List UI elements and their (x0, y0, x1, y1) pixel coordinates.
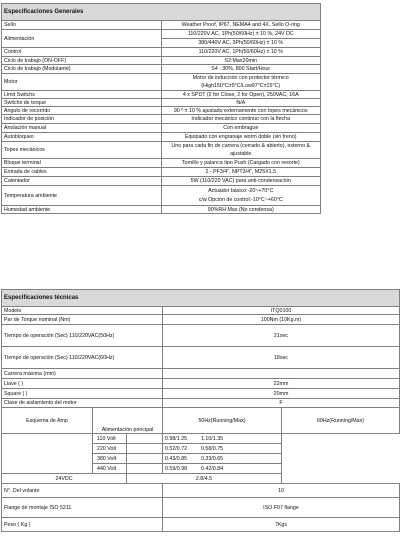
general-spec-label: Switchs de torque (2, 99, 162, 107)
general-spec-row (2, 57, 321, 65)
general-spec-value: 90%RH Max (No condensa) (161, 206, 321, 214)
op-time-60hz-value: 18sec (163, 347, 400, 369)
general-spec-row (2, 115, 321, 124)
amp-volt: 440 Volt (93, 464, 127, 474)
amp-rows (2, 434, 400, 474)
general-spec-value: 380/440V AC, 3Ph(50/60Hz) ± 10 % (161, 39, 321, 48)
general-spec-label: Calentador (2, 177, 162, 186)
general-spec-value: Weather Proof, IP67, NEMA4 and 4X, Sello O-ring (161, 21, 321, 30)
general-spec-label: Topes mecánicos (2, 142, 162, 159)
general-spec-value: S4 : 30%, 800 Start/Hour (161, 65, 321, 74)
general-spec-label: Sello (2, 21, 162, 30)
general-spec-label: Angulo de recorrido (2, 107, 162, 115)
amp-dc-value: 2.8/4.5 (127, 474, 282, 484)
general-spec-row (2, 124, 321, 133)
amp-volt: 220 Volt (93, 444, 127, 454)
amp-row-spacer (2, 464, 93, 474)
handwheel-label: N°. Del volante (2, 484, 163, 498)
general-spec-label: Limit Switchs (2, 91, 162, 99)
general-spec-label: Alimentación (2, 30, 162, 48)
general-spec-row (2, 30, 321, 39)
general-spec-value: Indicador mecánico continuo con la flecha (161, 115, 321, 124)
general-spec-label: Indicador de posición (2, 115, 162, 124)
general-spec-row (2, 48, 321, 57)
handwheel-value: 10 (163, 484, 400, 498)
torque-value: 100Nm (10Kg.m) (163, 315, 400, 325)
op-time-50hz-value: 21sec (163, 325, 400, 347)
general-spec-row (2, 74, 321, 83)
amp-hz50: 0.98/1.25 (127, 434, 163, 444)
model-value: ITQ0100 (163, 307, 400, 315)
general-spec-label: Autobloqueo (2, 133, 162, 142)
general-spec-label: Ciclo de trabajo (ON-OFF) (2, 57, 162, 65)
key-label: Llave ( ) (2, 379, 163, 389)
general-spec-row (2, 177, 321, 186)
general-spec-row (2, 206, 321, 214)
general-spec-row (2, 186, 321, 196)
square-label: Square ( ) (2, 389, 163, 399)
torque-label: Par de Torque nominal (Nm) (2, 315, 163, 325)
general-spec-value: S2:Max20min (161, 57, 321, 65)
general-spec-value: Equipado con engranaje worm doble (sin freno) (161, 133, 321, 142)
insulation-value: F (163, 399, 400, 408)
amp-row-spacer (2, 454, 93, 464)
flange-label: Flange de montaje ISO 5211 (2, 498, 163, 518)
general-spec-value: Motor de inducción con protector térmico (161, 74, 321, 83)
general-specs-table (1, 3, 321, 214)
general-spec-value: 90 º ± 10 % ajustado externamente con topes mecánicos (161, 107, 321, 115)
general-spec-value: Uno para cada fin de carrera (cerrado & abierto), externo & (161, 142, 321, 151)
general-spec-value: 110/220V AC, 1Ph(50/60Hz) ± 10 %, 24V DC (161, 30, 321, 39)
general-spec-value: c/w Opción de control:-10°C~+60°C (161, 196, 321, 206)
general-spec-label: Control (2, 48, 162, 57)
amp-row-spacer (2, 444, 93, 454)
stroke-value (163, 369, 400, 379)
amp-hz50: 0.52/0.72 (127, 444, 163, 454)
general-spec-value: 4 x SPDT (2 for Close, 2 for Open), 250VAC, 16A (161, 91, 321, 99)
op-time-50hz-label: Tiempo de operación (Sec) 110/220VAC(50Hz) (2, 325, 163, 347)
general-spec-value: 5W (110/220 VAC) para anti-condensación (161, 177, 321, 186)
technical-specs-title: Especificaciones técnicas (2, 290, 400, 307)
weight-label: Peso ( Kg ) (2, 518, 163, 532)
general-spec-label: Temperatura ambiente (2, 186, 162, 206)
technical-specs-table (1, 289, 400, 532)
general-spec-value: ajustable (161, 150, 321, 159)
general-spec-label: Ciclo de trabajo (Modulante) (2, 65, 162, 74)
insulation-label: Clase de aislamiento del motor (2, 399, 163, 408)
general-spec-value: 110/220V AC, 1Ph(50/60Hz) ± 10 % (161, 48, 321, 57)
amp-hz60: 0.58/0.75 (163, 444, 282, 454)
general-spec-value: 2 - PF3/4", NPT3/4", M25X1.5 (161, 168, 321, 177)
general-spec-value: (High150°C±5°C/Low97°C±15°C) (161, 82, 321, 91)
general-spec-row (2, 91, 321, 99)
amp-hz50: 0.59/0.98 (127, 464, 163, 474)
general-spec-row (2, 142, 321, 151)
flange-value: ISO F07 flange (163, 498, 400, 518)
amp-row (2, 464, 400, 474)
general-spec-row (2, 107, 321, 115)
general-spec-row (2, 133, 321, 142)
general-spec-row (2, 99, 321, 107)
amp-row (2, 444, 400, 454)
amp-hz50: 0.43/0.85 (127, 454, 163, 464)
amp-dc-label: 24VDC (2, 474, 127, 484)
general-spec-label: Entrada de cables (2, 168, 162, 177)
amp-hz60: 0.33/0.65 (163, 454, 282, 464)
general-spec-label: Humedad ambiente (2, 206, 162, 214)
general-spec-value: Con embrague (161, 124, 321, 133)
amp-volt: 110 Volt (93, 434, 127, 444)
amp-hz60: 0.42/0.84 (163, 464, 282, 474)
general-spec-value: Tornillo y palanca tipo Push (Cargado con resorte) (161, 159, 321, 168)
amp-head-50hz: 50Hz(Running/Max) (163, 408, 282, 434)
amp-row (2, 434, 400, 444)
op-time-60hz-label: Tiempo de operación (Sec) 110/220VAC(60Hz) (2, 347, 163, 369)
general-spec-row (2, 159, 321, 168)
weight-value: 7Kgs (163, 518, 400, 532)
general-spec-row (2, 21, 321, 30)
stroke-label: Carrera máxima (mm) (2, 369, 163, 379)
general-specs-body (2, 21, 321, 214)
key-value: 22mm (163, 379, 400, 389)
general-spec-label: Anulación manual (2, 124, 162, 133)
general-spec-value: Actuador básico:-20~+70°C (161, 186, 321, 196)
amp-head-60hz: 60Hz(Running/Max) (282, 408, 400, 434)
amp-row (2, 454, 400, 464)
model-label: Modelo (2, 307, 163, 315)
amp-label: Esquema de Amp (2, 408, 93, 434)
general-spec-label: Motor (2, 74, 162, 91)
general-spec-row (2, 168, 321, 177)
amp-hz60: 1.10/1.35 (163, 434, 282, 444)
general-spec-value: N/A (161, 99, 321, 107)
general-spec-row (2, 65, 321, 74)
general-specs-title: Especificaciones Generales (2, 4, 321, 21)
amp-head-supply: Alimentación principal (93, 408, 163, 434)
square-value: 20mm (163, 389, 400, 399)
amp-volt: 380 Volt (93, 454, 127, 464)
general-spec-label: Bloque terminal (2, 159, 162, 168)
amp-row-spacer (2, 434, 93, 444)
